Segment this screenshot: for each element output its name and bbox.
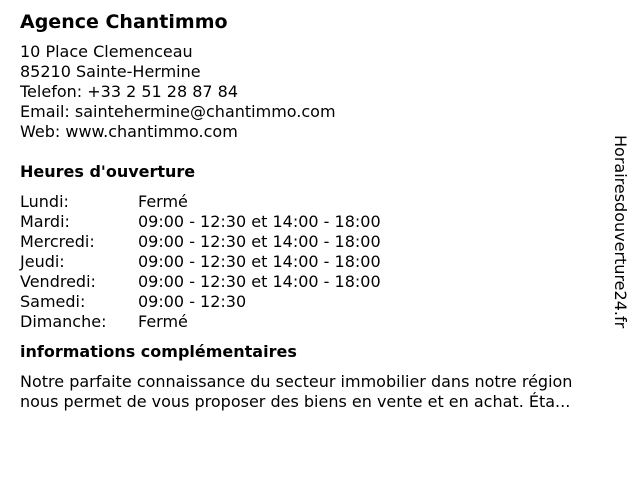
day-label: Lundi: [20,192,69,211]
day-label: Dimanche: [20,312,107,331]
hours-row-jeudi [20,252,620,272]
description-line-1: Notre parfaite connaissance du secteur immobilier dans notre région [20,372,573,391]
time-value: Fermé [138,312,188,331]
hours-row-dimanche [20,312,620,332]
day-label: Vendredi: [20,272,96,291]
email-line: Email: saintehermine@chantimmo.com [20,102,336,121]
time-value: 09:00 - 12:30 et 14:00 - 18:00 [138,232,381,251]
address-line-1: 10 Place Clemenceau [20,42,193,61]
time-value: 09:00 - 12:30 [138,292,247,311]
time-value: 09:00 - 12:30 et 14:00 - 18:00 [138,272,381,291]
opening-hours-list [20,192,620,332]
description-line-2: nous permet de vous proposer des biens en vente et en achat. Éta... [20,392,571,411]
address-line-2: 85210 Sainte-Hermine [20,62,201,81]
day-label: Samedi: [20,292,86,311]
opening-hours-title: Heures d'ouverture [20,162,196,181]
hours-row-mardi [20,212,620,232]
time-value: 09:00 - 12:30 et 14:00 - 18:00 [138,252,381,271]
agency-card [20,10,620,412]
day-label: Mercredi: [20,232,95,251]
hours-row-vendredi [20,272,620,292]
web-line: Web: www.chantimmo.com [20,122,238,141]
hours-row-mercredi [20,232,620,252]
hours-row-samedi [20,292,620,312]
time-value: 09:00 - 12:30 et 14:00 - 18:00 [138,212,381,231]
phone-line: Telefon: +33 2 51 28 87 84 [20,82,239,101]
time-value: Fermé [138,192,188,211]
day-label: Mardi: [20,212,70,231]
agency-name: Agence Chantimmo [20,11,228,33]
additional-info-title: informations complémentaires [20,342,297,361]
site-watermark: Horairesdouverture24.fr [611,135,630,329]
day-label: Jeudi: [20,252,65,271]
hours-row-lundi [20,192,620,212]
